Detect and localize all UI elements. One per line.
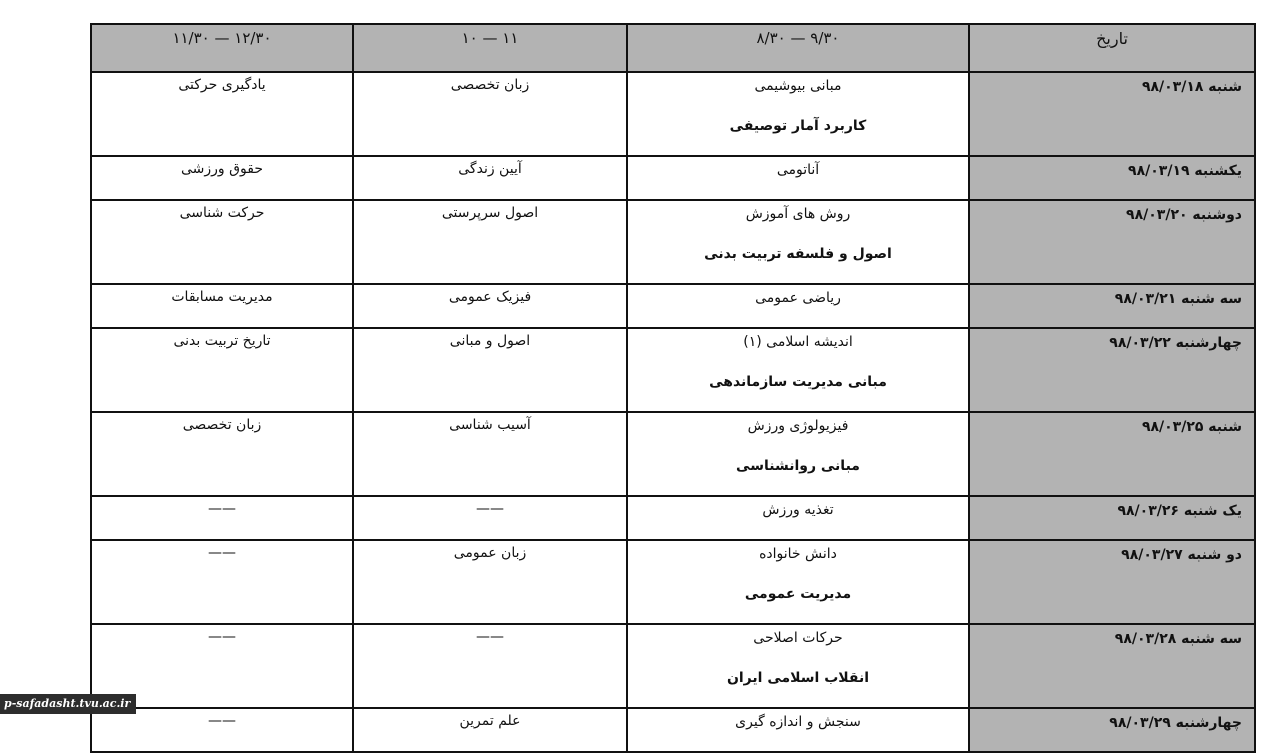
course-name: آناتومی	[776, 162, 820, 178]
table-row	[91, 412, 1255, 496]
slot-3-cell: یادگیری حرکتی	[91, 72, 353, 156]
table-row	[91, 328, 1255, 412]
exam-schedule-table	[90, 23, 1256, 753]
header-row	[91, 24, 1255, 72]
table-row	[91, 200, 1255, 284]
course-name-second: کاربرد آمار توصیفی	[729, 118, 867, 134]
row-date: دوشنبه ۹۸/۰۳/۲۰	[969, 200, 1255, 284]
slot-2-cell: ——	[353, 624, 627, 708]
course-name: روش های آموزش	[745, 206, 851, 222]
course-name-second: اصول و فلسفه تربیت بدنی	[704, 246, 892, 262]
header-slot-2: ۱۱ — ۱۰	[353, 24, 627, 72]
slot-1-cell	[627, 200, 969, 284]
table-row	[91, 708, 1255, 752]
table-row	[91, 624, 1255, 708]
course-name: اندیشه اسلامی (۱)	[743, 334, 853, 350]
course-name: سنجش و اندازه گیری	[735, 714, 861, 730]
slot-2-cell: ——	[353, 496, 627, 540]
table-row	[91, 284, 1255, 328]
slot-2-cell: فیزیک عمومی	[353, 284, 627, 328]
row-date: شنبه ۹۸/۰۳/۲۵	[969, 412, 1255, 496]
course-name-second: مبانی مدیریت سازماندهی	[709, 374, 887, 390]
course-name: حرکات اصلاحی	[753, 630, 843, 646]
slot-2-cell: آیین زندگی	[353, 156, 627, 200]
table-row	[91, 540, 1255, 624]
header-slot-3: ۱۲/۳۰ — ۱۱/۳۰	[91, 24, 353, 72]
course-name: فیزیولوژی ورزش	[747, 418, 849, 434]
course-name-second: مدیریت عمومی	[744, 586, 852, 602]
course-name-second: انقلاب اسلامی ایران	[726, 670, 870, 686]
course-name: ریاضی عمومی	[755, 290, 841, 306]
header-slot-1: ۹/۳۰ — ۸/۳۰	[627, 24, 969, 72]
slot-3-cell: ——	[91, 708, 353, 752]
table-row	[91, 72, 1255, 156]
slot-3-cell: ——	[91, 496, 353, 540]
slot-2-cell: زبان تخصصی	[353, 72, 627, 156]
slot-1-cell	[627, 328, 969, 412]
slot-1-cell	[627, 156, 969, 200]
slot-2-cell: اصول و مبانی	[353, 328, 627, 412]
table-row	[91, 496, 1255, 540]
row-date: چهارشنبه ۹۸/۰۳/۲۹	[969, 708, 1255, 752]
slot-1-cell	[627, 412, 969, 496]
slot-2-cell: آسیب شناسی	[353, 412, 627, 496]
row-date: چهارشنبه ۹۸/۰۳/۲۲	[969, 328, 1255, 412]
row-date: شنبه ۹۸/۰۳/۱۸	[969, 72, 1255, 156]
row-date: سه شنبه ۹۸/۰۳/۲۸	[969, 624, 1255, 708]
slot-3-cell: ——	[91, 624, 353, 708]
slot-2-cell: زبان عمومی	[353, 540, 627, 624]
slot-3-cell: تاریخ تربیت بدنی	[91, 328, 353, 412]
slot-1-cell	[627, 624, 969, 708]
slot-3-cell: زبان تخصصی	[91, 412, 353, 496]
slot-3-cell: حقوق ورزشی	[91, 156, 353, 200]
slot-1-cell	[627, 708, 969, 752]
course-name-second: مبانی روانشناسی	[736, 458, 860, 474]
slot-1-cell	[627, 72, 969, 156]
slot-3-cell: مدیریت مسابقات	[91, 284, 353, 328]
slot-2-cell: اصول سرپرستی	[353, 200, 627, 284]
slot-3-cell: ——	[91, 540, 353, 624]
slot-3-cell: حرکت شناسی	[91, 200, 353, 284]
slot-1-cell	[627, 540, 969, 624]
row-date: سه شنبه ۹۸/۰۳/۲۱	[969, 284, 1255, 328]
slot-1-cell	[627, 496, 969, 540]
course-name: دانش خانواده	[759, 546, 837, 562]
slot-2-cell: علم تمرین	[353, 708, 627, 752]
course-name: تغذیه ورزش	[762, 502, 834, 518]
slot-1-cell	[627, 284, 969, 328]
header-date: تاریخ	[969, 24, 1255, 72]
row-date: دو شنبه ۹۸/۰۳/۲۷	[969, 540, 1255, 624]
row-date: یکشنبه ۹۸/۰۳/۱۹	[969, 156, 1255, 200]
table-row	[91, 156, 1255, 200]
course-name: مبانی بیوشیمی	[754, 78, 842, 94]
row-date: یک شنبه ۹۸/۰۳/۲۶	[969, 496, 1255, 540]
site-watermark: p-safadasht.tvu.ac.ir	[0, 694, 136, 714]
